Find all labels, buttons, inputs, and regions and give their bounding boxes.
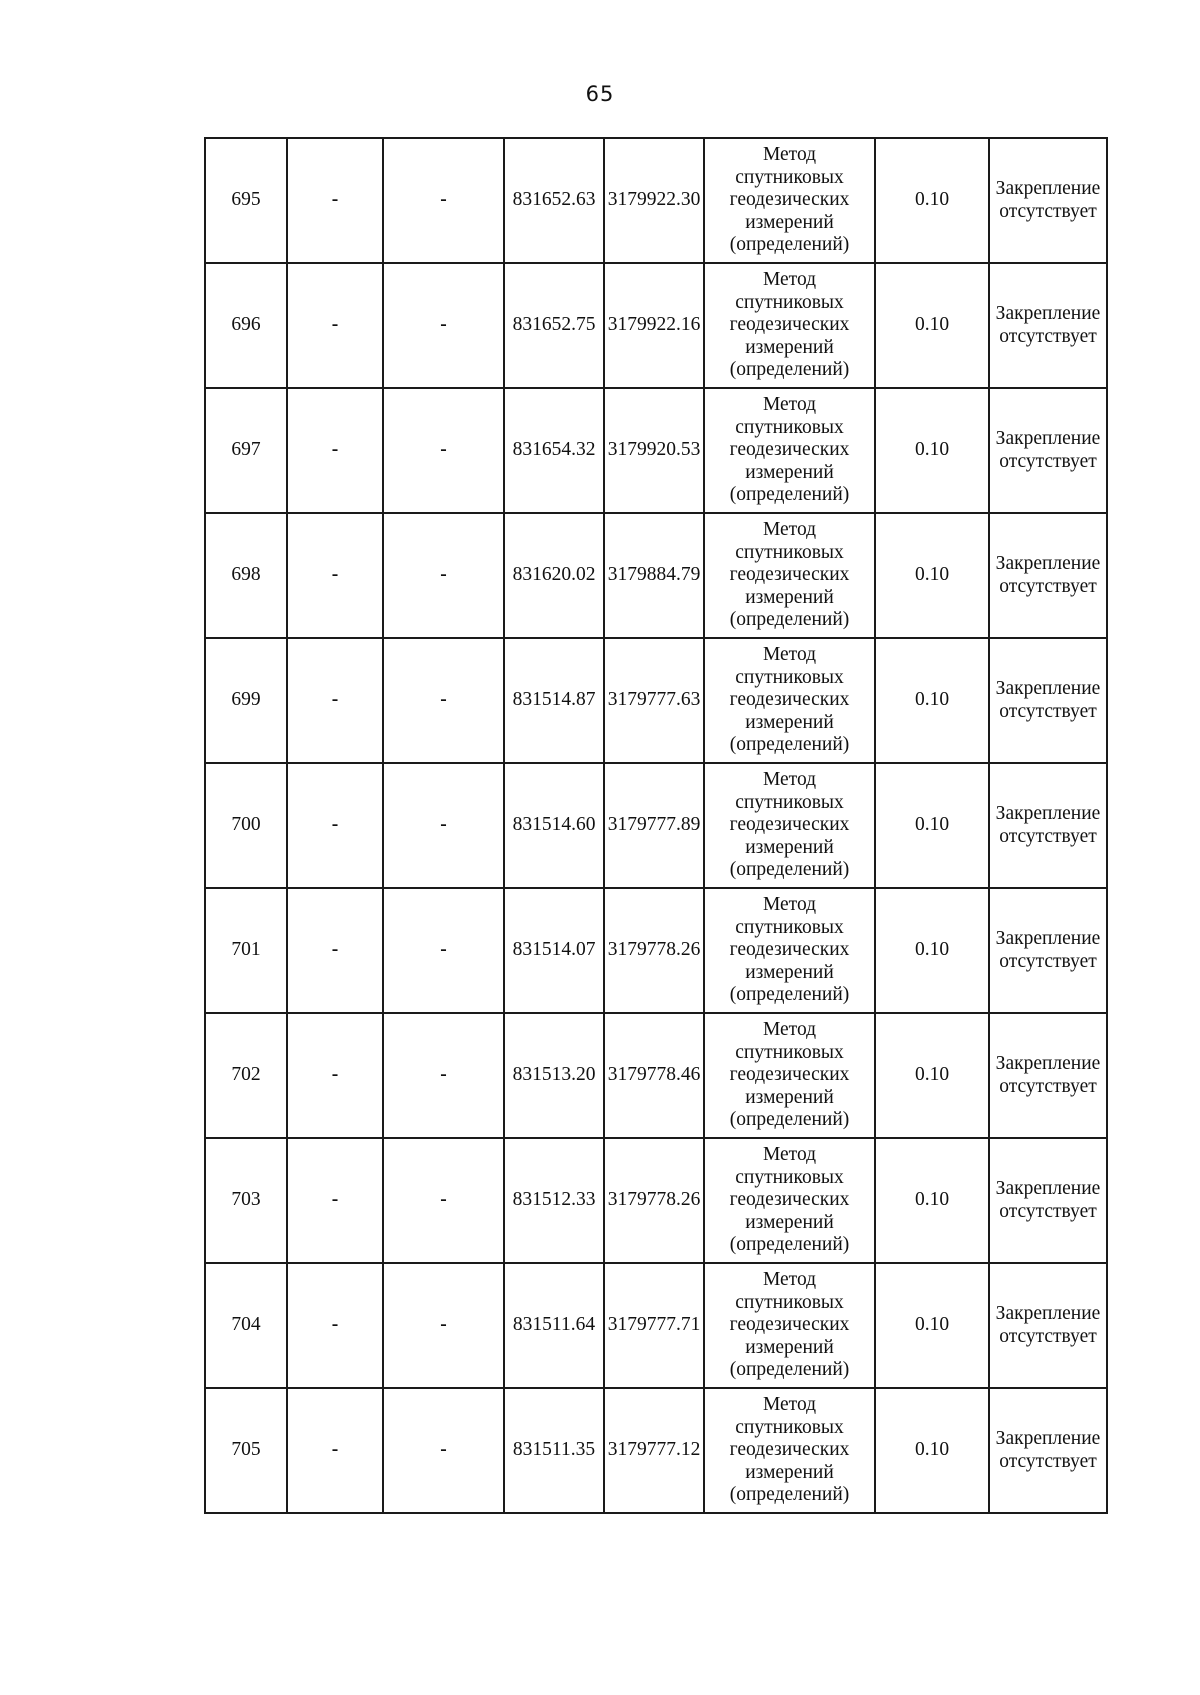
method-text-line: спутниковых <box>735 1416 844 1438</box>
x-coordinate-cell: 831514.60 <box>504 763 604 888</box>
dash-cell: - <box>383 513 504 638</box>
dash-cell: - <box>287 1263 383 1388</box>
table-row <box>205 1388 1107 1513</box>
table-row <box>205 1263 1107 1388</box>
fixing-cell <box>989 1013 1107 1138</box>
dash-cell: - <box>287 138 383 263</box>
fixing-text-line: отсутствует <box>999 575 1097 597</box>
dash-cell: - <box>287 1013 383 1138</box>
method-text-line: спутниковых <box>735 416 844 438</box>
method-text-line: геодезических <box>729 439 850 461</box>
y-coordinate-cell: 3179920.53 <box>604 388 704 513</box>
method-text-line: (определений) <box>729 484 850 506</box>
point-number-cell: 699 <box>205 638 287 763</box>
dash-cell: - <box>383 388 504 513</box>
x-coordinate-cell: 831654.32 <box>504 388 604 513</box>
x-coordinate-cell: 831514.87 <box>504 638 604 763</box>
method-text-line: спутниковых <box>735 916 844 938</box>
dash-cell: - <box>287 513 383 638</box>
method-cell <box>704 138 875 263</box>
dash-cell: - <box>383 1013 504 1138</box>
method-text-line: измерений <box>745 836 834 858</box>
accuracy-cell: 0.10 <box>875 1263 989 1388</box>
method-cell <box>704 763 875 888</box>
method-text-line: геодезических <box>729 1314 850 1336</box>
x-coordinate-cell: 831513.20 <box>504 1013 604 1138</box>
point-number-cell: 705 <box>205 1388 287 1513</box>
method-cell <box>704 1013 875 1138</box>
table-row <box>205 1013 1107 1138</box>
method-text-line: измерений <box>745 1461 834 1483</box>
point-number-cell: 698 <box>205 513 287 638</box>
method-text-line: Метод <box>762 394 817 416</box>
x-coordinate-cell: 831652.63 <box>504 138 604 263</box>
method-text-line: Метод <box>762 1394 817 1416</box>
x-coordinate-cell: 831511.64 <box>504 1263 604 1388</box>
accuracy-cell: 0.10 <box>875 763 989 888</box>
dash-cell: - <box>383 1138 504 1263</box>
method-cell <box>704 638 875 763</box>
y-coordinate-cell: 3179884.79 <box>604 513 704 638</box>
method-text-line: геодезических <box>729 314 850 336</box>
fixing-text-line: Закрепление <box>995 677 1101 699</box>
method-text-line: геодезических <box>729 814 850 836</box>
point-number-cell: 697 <box>205 388 287 513</box>
method-cell <box>704 1388 875 1513</box>
method-text-line: спутниковых <box>735 666 844 688</box>
method-text-line: спутниковых <box>735 291 844 313</box>
dash-cell: - <box>383 138 504 263</box>
method-text-line: (определений) <box>729 1359 850 1381</box>
accuracy-cell: 0.10 <box>875 138 989 263</box>
table-row <box>205 888 1107 1013</box>
y-coordinate-cell: 3179777.63 <box>604 638 704 763</box>
fixing-text-line: отсутствует <box>999 825 1097 847</box>
accuracy-cell: 0.10 <box>875 1388 989 1513</box>
method-text-line: (определений) <box>729 609 850 631</box>
method-text-line: измерений <box>745 1336 834 1358</box>
point-number-cell: 700 <box>205 763 287 888</box>
accuracy-cell: 0.10 <box>875 388 989 513</box>
fixing-cell <box>989 138 1107 263</box>
point-number-cell: 703 <box>205 1138 287 1263</box>
y-coordinate-cell: 3179778.46 <box>604 1013 704 1138</box>
accuracy-cell: 0.10 <box>875 1013 989 1138</box>
dash-cell: - <box>383 1263 504 1388</box>
x-coordinate-cell: 831511.35 <box>504 1388 604 1513</box>
method-text-line: (определений) <box>729 984 850 1006</box>
fixing-text-line: отсутствует <box>999 1200 1097 1222</box>
y-coordinate-cell: 3179777.71 <box>604 1263 704 1388</box>
fixing-cell <box>989 513 1107 638</box>
fixing-text-line: Закрепление <box>995 1427 1101 1449</box>
fixing-cell <box>989 638 1107 763</box>
fixing-cell <box>989 1388 1107 1513</box>
table-row <box>205 263 1107 388</box>
table-row <box>205 638 1107 763</box>
method-text-line: Метод <box>762 1144 817 1166</box>
fixing-cell <box>989 263 1107 388</box>
method-text-line: измерений <box>745 961 834 983</box>
point-number-cell: 704 <box>205 1263 287 1388</box>
fixing-text-line: Закрепление <box>995 302 1101 324</box>
fixing-cell <box>989 388 1107 513</box>
method-cell <box>704 513 875 638</box>
table-row <box>205 513 1107 638</box>
method-text-line: геодезических <box>729 689 850 711</box>
method-text-line: спутниковых <box>735 541 844 563</box>
dash-cell: - <box>287 888 383 1013</box>
accuracy-cell: 0.10 <box>875 638 989 763</box>
fixing-text-line: отсутствует <box>999 325 1097 347</box>
method-text-line: измерений <box>745 711 834 733</box>
method-text-line: измерений <box>745 1086 834 1108</box>
method-text-line: Метод <box>762 519 817 541</box>
method-text-line: геодезических <box>729 1439 850 1461</box>
method-text-line: (определений) <box>729 1109 850 1131</box>
method-text-line: Метод <box>762 894 817 916</box>
method-text-line: Метод <box>762 269 817 291</box>
method-text-line: геодезических <box>729 564 850 586</box>
table-row <box>205 388 1107 513</box>
fixing-text-line: Закрепление <box>995 802 1101 824</box>
point-number-cell: 696 <box>205 263 287 388</box>
method-text-line: измерений <box>745 461 834 483</box>
method-text-line: спутниковых <box>735 166 844 188</box>
dash-cell: - <box>383 263 504 388</box>
method-text-line: геодезических <box>729 1064 850 1086</box>
fixing-cell <box>989 763 1107 888</box>
method-cell <box>704 1263 875 1388</box>
accuracy-cell: 0.10 <box>875 888 989 1013</box>
table-row <box>205 763 1107 888</box>
dash-cell: - <box>287 388 383 513</box>
fixing-text-line: Закрепление <box>995 927 1101 949</box>
fixing-text-line: Закрепление <box>995 552 1101 574</box>
accuracy-cell: 0.10 <box>875 1138 989 1263</box>
method-text-line: спутниковых <box>735 1166 844 1188</box>
dash-cell: - <box>383 1388 504 1513</box>
point-number-cell: 701 <box>205 888 287 1013</box>
fixing-text-line: Закрепление <box>995 427 1101 449</box>
fixing-text-line: Закрепление <box>995 1052 1101 1074</box>
method-text-line: геодезических <box>729 189 850 211</box>
dash-cell: - <box>383 638 504 763</box>
dash-cell: - <box>287 263 383 388</box>
method-cell <box>704 888 875 1013</box>
method-text-line: геодезических <box>729 939 850 961</box>
fixing-text-line: отсутствует <box>999 700 1097 722</box>
x-coordinate-cell: 831512.33 <box>504 1138 604 1263</box>
fixing-text-line: отсутствует <box>999 1325 1097 1347</box>
y-coordinate-cell: 3179922.30 <box>604 138 704 263</box>
dash-cell: - <box>287 1388 383 1513</box>
method-cell <box>704 1138 875 1263</box>
dash-cell: - <box>287 1138 383 1263</box>
fixing-text-line: отсутствует <box>999 950 1097 972</box>
method-text-line: Метод <box>762 1019 817 1041</box>
page-number: 65 <box>585 82 615 106</box>
method-text-line: спутниковых <box>735 1041 844 1063</box>
table-body <box>205 138 1107 1513</box>
accuracy-cell: 0.10 <box>875 513 989 638</box>
method-text-line: Метод <box>762 1269 817 1291</box>
fixing-text-line: Закрепление <box>995 1177 1101 1199</box>
accuracy-cell: 0.10 <box>875 263 989 388</box>
method-text-line: (определений) <box>729 734 850 756</box>
dash-cell: - <box>287 638 383 763</box>
fixing-text-line: отсутствует <box>999 1450 1097 1472</box>
point-number-cell: 695 <box>205 138 287 263</box>
x-coordinate-cell: 831652.75 <box>504 263 604 388</box>
method-cell <box>704 263 875 388</box>
y-coordinate-cell: 3179777.89 <box>604 763 704 888</box>
fixing-text-line: отсутствует <box>999 200 1097 222</box>
fixing-text-line: Закрепление <box>995 177 1101 199</box>
method-text-line: геодезических <box>729 1189 850 1211</box>
dash-cell: - <box>383 888 504 1013</box>
dash-cell: - <box>383 763 504 888</box>
method-text-line: (определений) <box>729 1234 850 1256</box>
fixing-text-line: отсутствует <box>999 1075 1097 1097</box>
dash-cell: - <box>287 763 383 888</box>
fixing-text-line: Закрепление <box>995 1302 1101 1324</box>
method-text-line: измерений <box>745 211 834 233</box>
method-text-line: (определений) <box>729 859 850 881</box>
method-text-line: Метод <box>762 769 817 791</box>
method-text-line: измерений <box>745 1211 834 1233</box>
method-text-line: (определений) <box>729 1484 850 1506</box>
method-text-line: спутниковых <box>735 791 844 813</box>
method-text-line: Метод <box>762 644 817 666</box>
x-coordinate-cell: 831620.02 <box>504 513 604 638</box>
x-coordinate-cell: 831514.07 <box>504 888 604 1013</box>
y-coordinate-cell: 3179778.26 <box>604 1138 704 1263</box>
method-text-line: измерений <box>745 336 834 358</box>
method-text-line: (определений) <box>729 234 850 256</box>
method-text-line: спутниковых <box>735 1291 844 1313</box>
fixing-cell <box>989 1138 1107 1263</box>
fixing-text-line: отсутствует <box>999 450 1097 472</box>
y-coordinate-cell: 3179777.12 <box>604 1388 704 1513</box>
table-row <box>205 1138 1107 1263</box>
y-coordinate-cell: 3179778.26 <box>604 888 704 1013</box>
method-text-line: измерений <box>745 586 834 608</box>
coordinates-table <box>204 137 1108 1514</box>
fixing-cell <box>989 888 1107 1013</box>
method-cell <box>704 388 875 513</box>
table-row <box>205 138 1107 263</box>
fixing-cell <box>989 1263 1107 1388</box>
method-text-line: (определений) <box>729 359 850 381</box>
y-coordinate-cell: 3179922.16 <box>604 263 704 388</box>
point-number-cell: 702 <box>205 1013 287 1138</box>
method-text-line: Метод <box>762 144 817 166</box>
